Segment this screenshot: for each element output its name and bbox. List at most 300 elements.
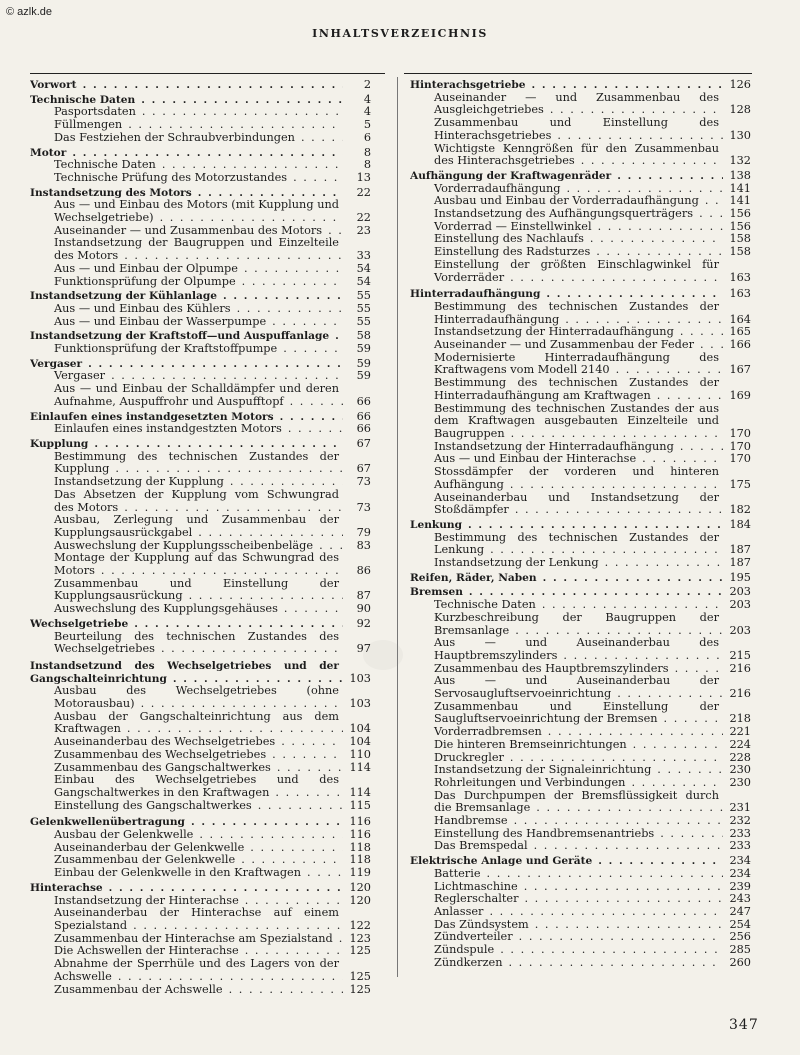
toc-page-number: 97 bbox=[356, 642, 371, 656]
toc-page-number: 104 bbox=[349, 722, 371, 736]
toc-page-number: 221 bbox=[729, 725, 751, 739]
toc-subentry bbox=[410, 326, 751, 339]
toc-subentry bbox=[410, 195, 751, 208]
toc-entry-title: Vorderradaufhängung . . . bbox=[410, 183, 723, 196]
toc-section-entry bbox=[410, 572, 751, 585]
toc-subentry bbox=[30, 276, 371, 289]
toc-entry-title: Aufhängung der Kraftwagenräder . . . bbox=[410, 170, 723, 183]
toc-section-entry bbox=[30, 618, 371, 631]
toc-subentry bbox=[410, 183, 751, 196]
top-rule-left bbox=[30, 73, 385, 74]
toc-page-number: 110 bbox=[349, 747, 371, 761]
toc-entry-title: Auseinander — und Zusammenbau des Motors . . . bbox=[30, 225, 343, 238]
toc-entry-title: Ausbau und Einbau der Vorderradaufhängung . . . bbox=[410, 195, 723, 208]
toc-entry-title: Montage der Kupplung auf das Schwungrad des Motors . . . bbox=[30, 552, 343, 577]
toc-page-number: 247 bbox=[729, 905, 751, 918]
toc-page-number: 203 bbox=[729, 623, 751, 637]
toc-entry-title: Vorwort . . . bbox=[30, 79, 343, 92]
toc-entry-title: Technische Prüfung des Motorzustandes . . . bbox=[30, 172, 343, 185]
toc-page-number: 55 bbox=[356, 301, 371, 315]
toc-page-number: 67 bbox=[356, 462, 371, 476]
toc-page-number: 130 bbox=[729, 128, 751, 142]
toc-page-number: 115 bbox=[349, 798, 371, 812]
toc-subentry bbox=[30, 423, 371, 436]
toc-subentry bbox=[410, 931, 751, 944]
toc-entry-title: Hinterachse . . . bbox=[30, 882, 343, 895]
toc-entry-title: Technische Daten . . . bbox=[30, 159, 343, 172]
toc-subentry bbox=[30, 370, 371, 383]
toc-entry-title: Aus — und Einbau der Hinterachse . . . bbox=[410, 453, 723, 466]
toc-entry-title: Instandsetzung des Motors . . . bbox=[30, 187, 343, 200]
toc-page-number: 120 bbox=[349, 880, 371, 894]
toc-entry-title: Hinterachsgetriebe . . . bbox=[410, 79, 723, 92]
toc-subentry bbox=[30, 945, 371, 958]
toc-subentry bbox=[410, 441, 751, 454]
toc-subentry bbox=[30, 867, 371, 880]
toc-subentry bbox=[410, 944, 751, 957]
toc-entry-title: Anlasser . . . bbox=[410, 906, 723, 919]
toc-entry-title: Auswechslung des Kupplungsgehäuses . . . bbox=[30, 603, 343, 616]
toc-subentry bbox=[410, 403, 751, 441]
toc-page-number: 66 bbox=[356, 394, 371, 408]
toc-page-number: 116 bbox=[349, 828, 371, 842]
toc-page-number: 90 bbox=[356, 602, 371, 616]
toc-section-entry bbox=[30, 816, 371, 829]
toc-entry-title: Rohrleitungen und Verbindungen . . . bbox=[410, 777, 723, 790]
toc-subentry bbox=[30, 540, 371, 553]
toc-section-entry bbox=[30, 411, 371, 424]
toc-subentry bbox=[410, 612, 751, 637]
toc-entry-title: Aus — und Einbau des Kühlers . . . bbox=[30, 303, 343, 316]
toc-entry-title: Zündverteiler . . . bbox=[410, 931, 723, 944]
toc-page-number: 243 bbox=[729, 892, 751, 906]
toc-page-number: 114 bbox=[349, 785, 371, 799]
toc-entry-title: Elektrische Anlage und Geräte . . . bbox=[410, 855, 723, 868]
toc-page-number: 158 bbox=[729, 232, 751, 246]
toc-subentry bbox=[30, 800, 371, 813]
toc-page-number: 13 bbox=[356, 170, 371, 184]
toc-page-number: 86 bbox=[356, 564, 371, 578]
toc-entry-title: Einstellung der größten Einschlagwinkel für Vorderräder . . . bbox=[410, 259, 723, 284]
toc-subentry bbox=[410, 893, 751, 906]
toc-subentry bbox=[30, 199, 371, 224]
toc-entry-title: Reglerschalter . . . bbox=[410, 893, 723, 906]
toc-subentry bbox=[30, 106, 371, 119]
toc-subentry bbox=[410, 840, 751, 853]
toc-subentry bbox=[30, 895, 371, 908]
toc-page-number: 216 bbox=[729, 661, 751, 675]
toc-section-entry bbox=[410, 519, 751, 532]
toc-entry-title: Ausbau der Gangschalteinrichtung aus dem Kraftwagen . . . bbox=[30, 711, 343, 736]
toc-entry-title: Technische Daten . . . bbox=[30, 94, 343, 107]
toc-page-number: 184 bbox=[729, 517, 751, 531]
toc-page-number: 254 bbox=[729, 917, 751, 931]
toc-entry-title: Lichtmaschine . . . bbox=[410, 881, 723, 894]
toc-page-number: 215 bbox=[729, 648, 751, 662]
toc-page-number: 59 bbox=[356, 356, 371, 370]
toc-entry-title: Auseinander — und Zusammenbau des Ausgleichgetriebes . . . bbox=[410, 92, 723, 117]
toc-subentry bbox=[410, 117, 751, 142]
toc-subentry bbox=[30, 119, 371, 132]
toc-subentry bbox=[30, 736, 371, 749]
toc-subentry bbox=[410, 259, 751, 284]
toc-subentry bbox=[410, 919, 751, 932]
toc-page-number: 233 bbox=[729, 839, 751, 853]
toc-entry-title: Die Achswellen der Hinterachse . . . bbox=[30, 945, 343, 958]
toc-entry-title: Bestimmung des technischen Zustandes der Hinterradaufhängung am Kraftwagen . . . bbox=[410, 377, 723, 402]
toc-page-number: 79 bbox=[356, 525, 371, 539]
toc-entry-title: Instandsetzung der Signaleinrichtung . . . bbox=[410, 764, 723, 777]
toc-entry-title: Einlaufen eines instandgestzten Motors . . . bbox=[30, 423, 343, 436]
toc-entry-title: Instandsetzung der Hinterradaufhängung . . . bbox=[410, 326, 723, 339]
toc-page-number: 167 bbox=[729, 363, 751, 377]
toc-page-number: 87 bbox=[356, 589, 371, 603]
toc-page-number: 123 bbox=[349, 931, 371, 945]
toc-page-number: 55 bbox=[356, 289, 371, 303]
toc-section-entry bbox=[30, 438, 371, 451]
toc-section-entry bbox=[30, 660, 371, 685]
toc-page-number: 2 bbox=[363, 78, 371, 91]
toc-entry-title: Auseinanderbau der Gelenkwelle . . . bbox=[30, 842, 343, 855]
toc-entry-title: Einlaufen eines instandgesetzten Motors . . . bbox=[30, 411, 343, 424]
toc-subentry bbox=[410, 466, 751, 491]
toc-entry-title: Aus — und Einbau der Ölpumpe . . . bbox=[30, 263, 343, 276]
toc-entry-title: Einstellung des Gangschaltwerkes . . . bbox=[30, 800, 343, 813]
toc-subentry bbox=[30, 316, 371, 329]
toc-entry-title: Bestimmung des technischen Zustandes der aus dem Kraftwagen ausgebauten Einzelteile und Baugruppen . . . bbox=[410, 403, 723, 441]
toc-page-number: 163 bbox=[729, 287, 751, 301]
toc-page-number: 128 bbox=[729, 103, 751, 117]
toc-subentry bbox=[30, 907, 371, 932]
toc-subentry bbox=[410, 339, 751, 352]
toc-page-number: 33 bbox=[356, 249, 371, 263]
toc-entry-title: Aus — und Auseinanderbau der Servosaugluftservoeinrichtung . . . bbox=[410, 675, 723, 700]
toc-page-number: 118 bbox=[349, 853, 371, 867]
toc-subentry bbox=[410, 301, 751, 326]
toc-page-number: 66 bbox=[356, 422, 371, 436]
toc-subentry bbox=[410, 557, 751, 570]
toc-page-number: 224 bbox=[729, 737, 751, 751]
toc-section-entry bbox=[410, 288, 751, 301]
toc-entry-title: Instandsetzung der Hinterradaufhängung . . . bbox=[410, 441, 723, 454]
toc-entry-title: Vorderradbremsen . . . bbox=[410, 726, 723, 739]
toc-subentry bbox=[410, 868, 751, 881]
toc-subentry bbox=[410, 906, 751, 919]
toc-subentry bbox=[30, 476, 371, 489]
toc-entry-title: Funktionsprüfung der Kraftstoffpumpe . . . bbox=[30, 343, 343, 356]
toc-page-number: 22 bbox=[356, 185, 371, 199]
toc-subentry bbox=[30, 343, 371, 356]
toc-page-number: 104 bbox=[349, 735, 371, 749]
toc-entry-title: Zusammenbau und Einstellung der Saugluftservoeinrichtung der Bremsen . . . bbox=[410, 701, 723, 726]
toc-page-number: 230 bbox=[729, 763, 751, 777]
toc-entry-title: Instandsetzung der Lenkung . . . bbox=[410, 557, 723, 570]
toc-page-number: 103 bbox=[349, 697, 371, 711]
toc-subentry bbox=[30, 603, 371, 616]
toc-section-entry bbox=[30, 79, 371, 92]
toc-entry-title: Kupplung . . . bbox=[30, 438, 343, 451]
toc-entry-title: Wechselgetriebe . . . bbox=[30, 618, 343, 631]
toc-entry-title: Das Festziehen der Schraubverbindungen . . . bbox=[30, 132, 343, 145]
toc-entry-title: Bremsen . . . bbox=[410, 586, 723, 599]
toc-subentry bbox=[30, 984, 371, 997]
toc-page-number: 218 bbox=[729, 712, 751, 726]
toc-entry-title: Modernisierte Hinterradaufhängung des Kraftwagens vom Modell 2140 . . . bbox=[410, 352, 723, 377]
toc-page-number: 165 bbox=[729, 325, 751, 339]
toc-entry-title: Hinterradaufhängung . . . bbox=[410, 288, 723, 301]
toc-page-number: 216 bbox=[729, 687, 751, 701]
toc-entry-title: Reifen, Räder, Naben . . . bbox=[410, 572, 723, 585]
toc-entry-title: Auseinanderbau und Instandsetzung der Stoßdämpfer . . . bbox=[410, 492, 723, 517]
toc-page-number: 239 bbox=[729, 879, 751, 893]
toc-entry-title: Instandsetzung der Kupplung . . . bbox=[30, 476, 343, 489]
toc-entry-title: Bestimmung des technischen Zustandes der Hinterradaufhängung . . . bbox=[410, 301, 723, 326]
toc-subentry bbox=[30, 762, 371, 775]
toc-entry-title: Technische Daten . . . bbox=[410, 599, 723, 612]
toc-page-number: 187 bbox=[729, 543, 751, 557]
toc-subentry bbox=[30, 829, 371, 842]
toc-entry-title: Auseinanderbau des Wechselgetriebes . . . bbox=[30, 736, 343, 749]
toc-entry-title: Funktionsprüfung der Ölpumpe . . . bbox=[30, 276, 343, 289]
toc-page-number: 118 bbox=[349, 840, 371, 854]
toc-page-number: 58 bbox=[356, 329, 371, 343]
toc-subentry bbox=[30, 774, 371, 799]
toc-page-number: 119 bbox=[349, 866, 371, 880]
toc-subentry bbox=[30, 225, 371, 238]
toc-entry-title: Auseinanderbau der Hinterachse auf einem Spezialstand . . . bbox=[30, 907, 343, 932]
toc-subentry bbox=[410, 221, 751, 234]
toc-page-number: 132 bbox=[729, 154, 751, 168]
toc-page-number: 92 bbox=[356, 616, 371, 630]
toc-entry-title: Einstellung des Nachlaufs . . . bbox=[410, 233, 723, 246]
toc-entry-title: Bestimmung des technischen Zustandes der Kupplung . . . bbox=[30, 451, 343, 476]
toc-subentry bbox=[410, 599, 751, 612]
toc-entry-title: Zündspule . . . bbox=[410, 944, 723, 957]
toc-subentry bbox=[30, 958, 371, 983]
toc-page-number: 285 bbox=[729, 943, 751, 957]
toc-page-number: 231 bbox=[729, 801, 751, 815]
toc-page-number: 234 bbox=[729, 866, 751, 880]
toc-page-number: 182 bbox=[729, 503, 751, 517]
toc-entry-title: Bestimmung des technischen Zustandes der Lenkung . . . bbox=[410, 532, 723, 557]
toc-page-number: 6 bbox=[363, 130, 371, 144]
toc-page-number: 23 bbox=[356, 223, 371, 237]
toc-subentry bbox=[410, 701, 751, 726]
toc-entry-title: Ausbau, Zerlegung und Zusammenbau der Kupplungsausrückgabel . . . bbox=[30, 514, 343, 539]
toc-page-number: 83 bbox=[356, 538, 371, 552]
toc-page-number: 120 bbox=[349, 893, 371, 907]
toc-page-number: 170 bbox=[729, 426, 751, 440]
toc-entry-title: Zusammenbau und Einstellung des Hinterachsgetriebes . . . bbox=[410, 117, 723, 142]
toc-entry-title: Zusammenbau der Gelenkwelle . . . bbox=[30, 854, 343, 867]
toc-page-number: 158 bbox=[729, 245, 751, 259]
toc-section-entry bbox=[30, 147, 371, 160]
toc-entry-title: Ausbau des Wechselgetriebes (ohne Motorausbau) . . . bbox=[30, 685, 343, 710]
toc-page-number: 55 bbox=[356, 314, 371, 328]
toc-subentry bbox=[30, 303, 371, 316]
toc-entry-title: Druckregler . . . bbox=[410, 752, 723, 765]
toc-section-entry bbox=[30, 882, 371, 895]
toc-section-entry bbox=[30, 187, 371, 200]
toc-section-entry bbox=[410, 855, 751, 868]
toc-section-entry bbox=[410, 586, 751, 599]
toc-entry-title: Instandsetzung des Aufhängungsquerträgers . . . bbox=[410, 208, 723, 221]
toc-entry-title: Wichtigste Kenngrößen für den Zusammenbau des Hinterachsgetriebes . . . bbox=[410, 143, 723, 168]
toc-subentry bbox=[30, 842, 371, 855]
toc-entry-title: Instandsetzung der Baugruppen und Einzelteile des Motors . . . bbox=[30, 237, 343, 262]
toc-page-number: 67 bbox=[356, 436, 371, 450]
toc-page-number: 4 bbox=[363, 105, 371, 119]
toc-entry-title: Zusammenbau und Einstellung der Kupplungsausrückung . . . bbox=[30, 578, 343, 603]
toc-section-entry bbox=[30, 358, 371, 371]
toc-column-left bbox=[30, 79, 371, 996]
toc-page-number: 138 bbox=[729, 168, 751, 182]
toc-entry-title: Die hinteren Bremseinrichtungen . . . bbox=[410, 739, 723, 752]
toc-page-number: 59 bbox=[356, 342, 371, 356]
toc-entry-title: Motor . . . bbox=[30, 147, 343, 160]
toc-subentry bbox=[410, 790, 751, 815]
toc-entry-title: Zusammenbau des Wechselgetriebes . . . bbox=[30, 749, 343, 762]
toc-entry-title: Instandsetzung der Kraftstoff—und Auspuffanlage . . . bbox=[30, 330, 343, 343]
top-rule-right bbox=[404, 73, 752, 74]
toc-subentry bbox=[410, 815, 751, 828]
toc-subentry bbox=[410, 233, 751, 246]
toc-entry-title: Aus — und Einbau des Motors (mit Kupplung und Wechselgetriebe) . . . bbox=[30, 199, 343, 224]
page-number: 347 bbox=[729, 1017, 759, 1033]
toc-page-number: 54 bbox=[356, 261, 371, 275]
toc-subentry bbox=[410, 143, 751, 168]
toc-subentry bbox=[30, 489, 371, 514]
toc-entry-title: Instandsetzung der Hinterachse . . . bbox=[30, 895, 343, 908]
toc-page-number: 8 bbox=[363, 145, 371, 159]
toc-page-number: 122 bbox=[349, 919, 371, 932]
toc-subentry bbox=[410, 726, 751, 739]
toc-page-number: 8 bbox=[363, 158, 371, 172]
toc-entry-title: Einbau der Gelenkwelle in den Kraftwagen . . . bbox=[30, 867, 343, 880]
toc-page-number: 125 bbox=[349, 969, 371, 983]
toc-entry-title: Zusammenbau der Hinterachse am Spezialstand . . . bbox=[30, 933, 343, 946]
toc-page-number: 141 bbox=[729, 194, 751, 208]
toc-page-number: 169 bbox=[729, 388, 751, 402]
toc-entry-title: Zusammenbau des Gangschaltwerkes . . . bbox=[30, 762, 343, 775]
toc-subentry bbox=[410, 739, 751, 752]
toc-entry-title: Zusammenbau der Achswelle . . . bbox=[30, 984, 343, 997]
toc-subentry bbox=[30, 383, 371, 408]
toc-column-right bbox=[410, 79, 751, 970]
toc-entry-title: Einbau des Wechselgetriebes und des Gangschaltwerkes in den Kraftwagen . . . bbox=[30, 774, 343, 799]
toc-subentry bbox=[30, 749, 371, 762]
toc-section-entry bbox=[410, 79, 751, 92]
toc-entry-title: Aus — und Einbau der Schalldämpfer und deren Aufnahme, Auspuffrohr und Auspufftopf . . . bbox=[30, 383, 343, 408]
toc-page-number: 114 bbox=[349, 760, 371, 774]
toc-subentry bbox=[410, 377, 751, 402]
toc-page-number: 59 bbox=[356, 369, 371, 383]
toc-subentry bbox=[30, 159, 371, 172]
toc-subentry bbox=[410, 352, 751, 377]
toc-entry-title: Gelenkwellenübertragung . . . bbox=[30, 816, 343, 829]
toc-entry-title: Abnahme der Sperrhüle und des Lagers von der Achswelle . . . bbox=[30, 958, 343, 983]
toc-page-number: 230 bbox=[729, 775, 751, 789]
toc-entry-title: Aus — und Auseinanderbau des Hauptbremszylinders . . . bbox=[410, 637, 723, 662]
toc-subentry bbox=[30, 578, 371, 603]
toc-page-number: 54 bbox=[356, 274, 371, 288]
toc-page-number: 163 bbox=[729, 270, 751, 284]
toc-entry-title: Das Zündsystem . . . bbox=[410, 919, 723, 932]
toc-entry-title: Zündkerzen . . . bbox=[410, 957, 723, 970]
toc-entry-title: Vergaser . . . bbox=[30, 370, 343, 383]
toc-page-number: 260 bbox=[729, 955, 751, 969]
toc-entry-title: Batterie . . . bbox=[410, 868, 723, 881]
page-title: INHALTSVERZEICHNIS bbox=[312, 27, 488, 40]
toc-page-number: 234 bbox=[729, 854, 751, 868]
toc-entry-title: Instandsetzund des Wechselgetriebes und der Gangschalteinrichtung . . . bbox=[30, 660, 343, 685]
toc-subentry bbox=[410, 637, 751, 662]
toc-entry-title: Pasportsdaten . . . bbox=[30, 106, 343, 119]
toc-entry-title: Vorderrad — Einstellwinkel . . . bbox=[410, 221, 723, 234]
toc-subentry bbox=[410, 208, 751, 221]
toc-subentry bbox=[410, 532, 751, 557]
toc-entry-title: Handbremse . . . bbox=[410, 815, 723, 828]
toc-page-number: 170 bbox=[729, 452, 751, 466]
toc-subentry bbox=[30, 172, 371, 185]
toc-page-number: 156 bbox=[729, 207, 751, 221]
toc-entry-title: Das Absetzen der Kupplung vom Schwungrad des Motors . . . bbox=[30, 489, 343, 514]
toc-page-number: 233 bbox=[729, 826, 751, 840]
toc-page-number: 175 bbox=[729, 477, 751, 491]
toc-subentry bbox=[30, 711, 371, 736]
toc-page-number: 203 bbox=[729, 585, 751, 599]
toc-section-entry bbox=[30, 290, 371, 303]
toc-subentry bbox=[30, 933, 371, 946]
toc-subentry bbox=[410, 453, 751, 466]
toc-page-number: 166 bbox=[729, 338, 751, 352]
toc-subentry bbox=[30, 132, 371, 145]
toc-page-number: 256 bbox=[729, 930, 751, 944]
toc-page-number: 232 bbox=[729, 814, 751, 828]
toc-subentry bbox=[30, 552, 371, 577]
toc-subentry bbox=[30, 514, 371, 539]
toc-page-number: 170 bbox=[729, 439, 751, 453]
toc-subentry bbox=[410, 246, 751, 259]
toc-subentry bbox=[410, 764, 751, 777]
toc-entry-title: Stossdämpfer der vorderen und hinteren Aufhängung . . . bbox=[410, 466, 723, 491]
toc-subentry bbox=[410, 92, 751, 117]
toc-subentry bbox=[30, 263, 371, 276]
watermark: © azlk.de bbox=[6, 6, 53, 18]
toc-subentry bbox=[410, 675, 751, 700]
toc-entry-title: Auswechslung der Kupplungsscheibenbeläge . . . bbox=[30, 540, 343, 553]
toc-entry-title: Das Durchpumpen der Bremsflüssigkeit durch die Bremsanlage . . . bbox=[410, 790, 723, 815]
toc-section-entry bbox=[410, 170, 751, 183]
toc-page-number: 103 bbox=[349, 671, 371, 685]
toc-entry-title: Das Bremspedal . . . bbox=[410, 840, 723, 853]
toc-page-number: 5 bbox=[363, 118, 371, 132]
toc-page-number: 187 bbox=[729, 556, 751, 570]
toc-entry-title: Einstellung des Handbremsenantriebs . . . bbox=[410, 828, 723, 841]
toc-entry-title: Beurteilung des technischen Zustandes des Wechselgetriebes . . . bbox=[30, 631, 343, 656]
toc-entry-title: Lenkung . . . bbox=[410, 519, 723, 532]
toc-entry-title: Auseinander — und Zusammenbau der Feder . . . bbox=[410, 339, 723, 352]
toc-page-number: 203 bbox=[729, 598, 751, 612]
toc-subentry bbox=[410, 777, 751, 790]
toc-subentry bbox=[30, 451, 371, 476]
toc-entry-title: Ausbau der Gelenkwelle . . . bbox=[30, 829, 343, 842]
toc-entry-title: Kurzbeschreibung der Baugruppen der Bremsanlage . . . bbox=[410, 612, 723, 637]
toc-page-number: 22 bbox=[356, 211, 371, 225]
toc-subentry bbox=[410, 492, 751, 517]
toc-page-number: 66 bbox=[356, 409, 371, 423]
toc-page-number: 195 bbox=[729, 570, 751, 584]
